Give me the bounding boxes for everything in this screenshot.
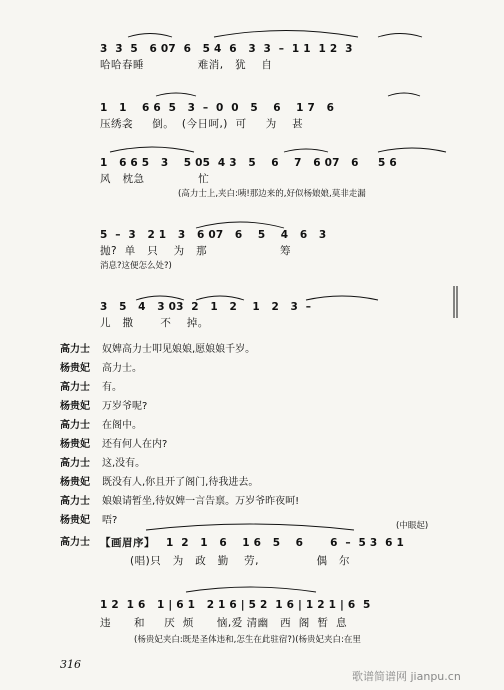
- notation-line: 3 3̇ 5 6 07 6 5 4 6 3 3 – 1 1 1 2 3: [100, 43, 353, 55]
- lyrics-line: 压绣衾 倒。 (今日呵,) 可 为 甚: [100, 118, 304, 130]
- aria-speaker: 高力士: [60, 537, 90, 548]
- notation-line: 1 1 6 6 5 3 – 0 0 5 6 1 7 6: [100, 102, 335, 114]
- watermark: 歌谱简谱网 jianpu.cn: [352, 670, 461, 683]
- notation-line: 3 5 4 3 03 2 1 2 1 2 3 –: [100, 301, 312, 313]
- notation-line: 5 – 3 2 1 3 6 07 6 5 4 6 3: [100, 229, 327, 241]
- dialogue-text: 还有何人在内?: [102, 439, 168, 450]
- speaker-name: 高力士: [60, 344, 90, 355]
- spoken-aside: (杨贵妃夹白:既是圣体违和,怎生在此驻宿?)(杨贵妃夹白:在里: [134, 635, 361, 645]
- dialogue-text: 这,没有。: [102, 458, 146, 469]
- speaker-name: 杨贵妃: [60, 401, 90, 412]
- speaker-name: 杨贵妃: [60, 515, 90, 526]
- notation-line: 1 6 6 5 3 5 05 4 3 5 6 7 6 07 6 5 6: [100, 157, 397, 169]
- lyrics-line: 哈哈春睡 难消, 犹 自: [100, 59, 273, 71]
- lyrics-line: 抛? 单 只 为 那 筹: [100, 245, 292, 257]
- lyrics-line: (唱)只 为 政 勤 劳, 偶 尔: [130, 555, 350, 567]
- dialogue-text: 娘娘请暂坐,待奴婢一言告禀。万岁爷昨夜呵!: [102, 496, 300, 507]
- speaker-name: 高力士: [60, 458, 90, 469]
- speaker-name: 杨贵妃: [60, 439, 90, 450]
- dialogue-text: 既没有人,你且开了阁门,待我进去。: [102, 477, 259, 488]
- notation-line: 1 2 1 6 1 | 6 1 2 1 6 | 5 2 1 6 | 1 2 1 | 6 5: [100, 599, 371, 611]
- tempo-mark: (中眼起): [396, 521, 429, 531]
- speaker-name: 杨贵妃: [60, 363, 90, 374]
- lyrics-line: 风 枕急 忙: [100, 173, 210, 185]
- dialogue-text: 唔?: [102, 515, 118, 526]
- speaker-name: 高力士: [60, 382, 90, 393]
- speaker-name: 高力士: [60, 496, 90, 507]
- tune-name: 【画眉序】: [100, 537, 155, 549]
- dialogue-text: 在阁中。: [102, 420, 142, 431]
- dialogue-text: 高力士。: [102, 363, 142, 374]
- notation-line: 1 2 1 6 1 6 5 6 6 – 5 3 6 1: [166, 537, 404, 549]
- lyrics-line: 违 和 厌 烦 恼,爱 清幽 西 阁 暂 息: [100, 617, 348, 629]
- dialogue-text: 有。: [102, 382, 122, 393]
- lyrics-line: 儿 撒 不 掉。: [100, 317, 209, 329]
- page-number: 316: [60, 658, 81, 671]
- spoken-aside: 消息?这便怎么处?): [100, 261, 172, 271]
- dialogue-text: 万岁爷呢?: [102, 401, 148, 412]
- dialogue-text: 奴婢高力士叩见娘娘,愿娘娘千岁。: [102, 344, 256, 355]
- speaker-name: 高力士: [60, 420, 90, 431]
- spoken-aside: (高力士上,夹白:咦!那边来的,好似杨娘娘,莫非走漏: [178, 189, 366, 199]
- speaker-name: 杨贵妃: [60, 477, 90, 488]
